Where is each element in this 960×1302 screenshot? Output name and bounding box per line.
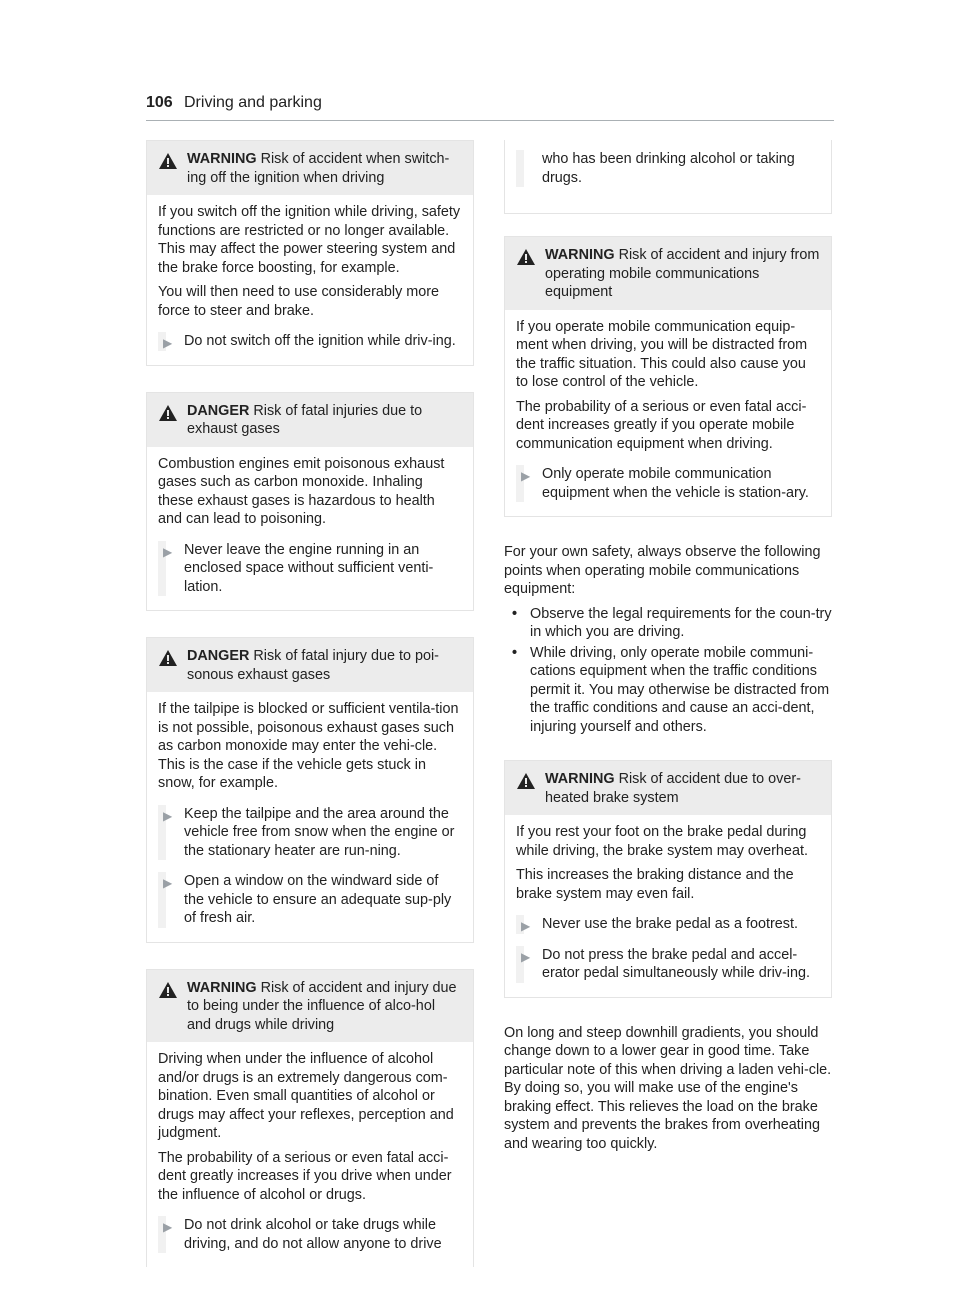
arrow-right-icon: ▶ [521, 949, 531, 964]
instruction-text: Open a window on the windward side of the vehicle to ensure an adequate sup-ply of fresh air. [184, 873, 452, 926]
instruction-item [158, 805, 461, 861]
paragraph: The probability of a serious or even fatal acci-dent greatly increases if you drive when under the influence of alcohol or drugs. [158, 1149, 452, 1203]
instruction-item [158, 541, 461, 597]
box-title: Risk of accident and injury due to being under the influence of alco-hol and drugs while driving [187, 979, 457, 1033]
paragraph: If you operate mobile communication equip-ment when driving, you will be distracted from the traffic situation. This could also cause you to lose control of the vehicle. [516, 318, 808, 390]
paragraph: If the tailpipe is blocked or sufficient ventila-tion is not possible, poisonous exhaust gases such as carbon monoxide may enter the vehi-cle. This is the case if the vehicle gets stuck in snow, for example. [158, 701, 459, 791]
signal-word: DANGER [187, 648, 250, 664]
paragraph: The probability of a serious or even fatal acci-dent increases greatly if you operate mobile communication equipment when driving. [516, 398, 807, 452]
instruction-text: Keep the tailpipe and the area around the vehicle free from snow when the engine or the stationary heater are run-ning. [184, 805, 455, 859]
warning-box-mobile [504, 236, 832, 517]
section-title: Driving and parking [184, 94, 322, 111]
continuation-box [504, 140, 832, 214]
paragraph: If you switch off the ignition while driving, safety functions are restricted or no longer available. This may affect the power steering system and the brake force boosting, for example. [158, 204, 461, 276]
warning-triangle-icon [159, 405, 177, 421]
signal-word: WARNING [187, 151, 257, 167]
arrow-right-icon: ▶ [521, 469, 531, 483]
paragraph: You will then need to use considerably more force to steer and brake. [158, 284, 440, 319]
arrow-right-icon: ▶ [163, 1220, 173, 1234]
instruction-item [516, 465, 819, 502]
box-body [147, 447, 473, 611]
signal-word: WARNING [187, 979, 257, 996]
left-column [146, 140, 474, 1267]
instruction-text: Do not switch off the ignition while driv-ing. [184, 333, 456, 349]
warning-box-brake [504, 760, 832, 998]
paragraph: Driving when under the influence of alcohol and/or drugs is an extremely dangerous com-bination. Even small quantities of alcohol or drugs may affect your reflexes, perception and judgment. [158, 1051, 454, 1141]
instruction-text: Only operate mobile communication equipment when the vehicle is station-ary. [542, 466, 809, 501]
instruction-item [516, 915, 819, 934]
instruction-item [158, 1216, 461, 1253]
page-number: 106 [146, 94, 173, 111]
box-header [505, 237, 831, 310]
box-title: Risk of accident due to over-heated brake system [545, 771, 801, 806]
instruction-text: Never use the brake pedal as a footrest. [542, 916, 798, 932]
box-body [147, 692, 473, 942]
arrow-right-icon: ▶ [163, 876, 173, 890]
warning-triangle-icon [159, 982, 177, 998]
page-header [146, 92, 834, 121]
arrow-right-icon: ▶ [163, 544, 173, 559]
warning-triangle-icon [517, 249, 535, 265]
box-header [147, 970, 473, 1043]
box-body [147, 1042, 473, 1267]
instruction-text: Do not press the brake pedal and accel-erator pedal simultaneously while driv-ing. [542, 946, 810, 981]
arrow-right-icon: ▶ [521, 919, 531, 933]
instruction-text: Never leave the engine running in an enclosed space without sufficient venti-lation. [184, 541, 434, 595]
warning-triangle-icon [159, 153, 177, 169]
box-body [505, 310, 831, 517]
safety-list [504, 605, 832, 737]
paragraph: If you rest your foot on the brake pedal during while driving, the brake system may overheat. [516, 824, 808, 859]
box-header [505, 761, 831, 815]
list-item: • Observe the legal requirements for the coun-try in which you are driving. [504, 605, 832, 642]
arrow-right-icon: ▶ [163, 808, 173, 823]
paragraph: This increases the braking distance and the brake system may even fail. [516, 867, 794, 902]
instruction-item [158, 872, 461, 928]
warning-triangle-icon [517, 773, 535, 789]
box-header [147, 141, 473, 195]
danger-box-tailpipe [146, 637, 474, 943]
instruction-item [516, 946, 819, 983]
signal-word: DANGER [187, 402, 250, 419]
box-body [505, 815, 831, 997]
box-header [147, 393, 473, 447]
box-title: Risk of accident and injury from operating mobile communications equipment [545, 247, 820, 300]
closing-paragraph: On long and steep downhill gradients, you should change down to a lower gear in good time. Take particular note of this when driving a laden vehi-cle. By doing so, you will make use of the engine's braking effect. This relieves the load on the brake system and prevents the brakes from overheating and wearing too quickly. [504, 1024, 832, 1152]
signal-word: WARNING [545, 247, 615, 263]
warning-box-alcohol [146, 969, 474, 1268]
list-item: • While driving, only operate mobile communi-cations equipment when the traffic conditions permit it. You may otherwise be distracted from the traffic conditions and cause an acci-dent, injuring yourself and others. [504, 644, 832, 737]
danger-box-exhaust [146, 392, 474, 612]
paragraph: Combustion engines emit poisonous exhaust gases such as carbon monoxide. Inhaling these exhaust gases is hazardous to health and can lead to poisoning. [158, 455, 445, 527]
right-column [504, 150, 832, 1159]
box-body [147, 195, 473, 365]
instruction-text: who has been drinking alcohol or taking drugs. [542, 151, 795, 186]
signal-word: WARNING [545, 771, 615, 787]
safety-intro: For your own safety, always observe the following points when operating mobile communications equipment: [504, 544, 821, 597]
warning-box-ignition [146, 140, 474, 366]
box-header [147, 638, 473, 692]
warning-triangle-icon [159, 650, 177, 666]
box-title: Risk of fatal injury due to poi-sonous exhaust gases [187, 648, 439, 683]
instruction-text: Do not drink alcohol or take drugs while driving, and do not allow anyone to drive [184, 1217, 442, 1252]
box-title: Risk of fatal injuries due to exhaust gases [187, 402, 423, 437]
box-title: Risk of accident when switch-ing off the ignition when driving [187, 151, 450, 186]
arrow-right-icon: ▶ [163, 336, 173, 350]
instruction-item [158, 332, 461, 351]
instruction-continuation [516, 150, 819, 187]
